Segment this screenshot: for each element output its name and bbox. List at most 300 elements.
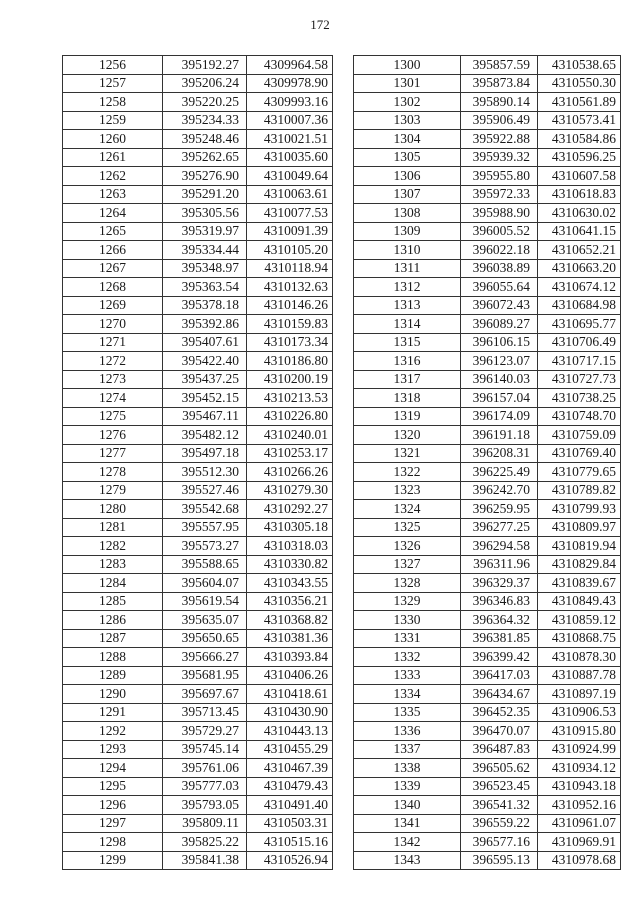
point-id-cell: 1275 bbox=[63, 407, 163, 426]
y-coordinate-cell: 4310063.61 bbox=[247, 185, 333, 204]
x-coordinate-cell: 395248.46 bbox=[163, 130, 247, 149]
table-row bbox=[354, 370, 621, 389]
table-row bbox=[354, 592, 621, 611]
point-id-cell: 1260 bbox=[63, 130, 163, 149]
table-row bbox=[63, 185, 333, 204]
table-row bbox=[63, 130, 333, 149]
point-id-cell: 1302 bbox=[354, 93, 461, 112]
point-id-cell: 1309 bbox=[354, 222, 461, 241]
y-coordinate-cell: 4310684.98 bbox=[538, 296, 621, 315]
point-id-cell: 1277 bbox=[63, 444, 163, 463]
coordinate-table-left-body bbox=[63, 56, 333, 870]
x-coordinate-cell: 395573.27 bbox=[163, 537, 247, 556]
y-coordinate-cell: 4310393.84 bbox=[247, 648, 333, 667]
y-coordinate-cell: 4310021.51 bbox=[247, 130, 333, 149]
x-coordinate-cell: 396123.07 bbox=[461, 352, 538, 371]
table-row bbox=[63, 426, 333, 445]
x-coordinate-cell: 396242.70 bbox=[461, 481, 538, 500]
y-coordinate-cell: 4310934.12 bbox=[538, 759, 621, 778]
table-row bbox=[63, 648, 333, 667]
y-coordinate-cell: 4310292.27 bbox=[247, 500, 333, 519]
table-row bbox=[63, 278, 333, 297]
point-id-cell: 1338 bbox=[354, 759, 461, 778]
table-row bbox=[354, 56, 621, 75]
x-coordinate-cell: 396346.83 bbox=[461, 592, 538, 611]
point-id-cell: 1336 bbox=[354, 722, 461, 741]
point-id-cell: 1307 bbox=[354, 185, 461, 204]
y-coordinate-cell: 4310406.26 bbox=[247, 666, 333, 685]
x-coordinate-cell: 396364.32 bbox=[461, 611, 538, 630]
x-coordinate-cell: 395635.07 bbox=[163, 611, 247, 630]
table-row bbox=[354, 648, 621, 667]
table-row bbox=[63, 611, 333, 630]
y-coordinate-cell: 4310915.80 bbox=[538, 722, 621, 741]
x-coordinate-cell: 395729.27 bbox=[163, 722, 247, 741]
point-id-cell: 1295 bbox=[63, 777, 163, 796]
x-coordinate-cell: 395527.46 bbox=[163, 481, 247, 500]
point-id-cell: 1327 bbox=[354, 555, 461, 574]
point-id-cell: 1298 bbox=[63, 833, 163, 852]
x-coordinate-cell: 395681.95 bbox=[163, 666, 247, 685]
coordinate-table-right-body bbox=[354, 56, 621, 870]
point-id-cell: 1267 bbox=[63, 259, 163, 278]
y-coordinate-cell: 4310748.70 bbox=[538, 407, 621, 426]
coordinate-table-right bbox=[353, 55, 621, 870]
x-coordinate-cell: 395422.40 bbox=[163, 352, 247, 371]
x-coordinate-cell: 395319.97 bbox=[163, 222, 247, 241]
y-coordinate-cell: 4310550.30 bbox=[538, 74, 621, 93]
y-coordinate-cell: 4310897.19 bbox=[538, 685, 621, 704]
point-id-cell: 1283 bbox=[63, 555, 163, 574]
y-coordinate-cell: 4310809.97 bbox=[538, 518, 621, 537]
point-id-cell: 1259 bbox=[63, 111, 163, 130]
x-coordinate-cell: 395906.49 bbox=[461, 111, 538, 130]
point-id-cell: 1326 bbox=[354, 537, 461, 556]
x-coordinate-cell: 395206.24 bbox=[163, 74, 247, 93]
table-row bbox=[354, 629, 621, 648]
table-row bbox=[354, 537, 621, 556]
point-id-cell: 1276 bbox=[63, 426, 163, 445]
x-coordinate-cell: 396005.52 bbox=[461, 222, 538, 241]
table-row bbox=[63, 370, 333, 389]
y-coordinate-cell: 4310443.13 bbox=[247, 722, 333, 741]
x-coordinate-cell: 395467.11 bbox=[163, 407, 247, 426]
y-coordinate-cell: 4310859.12 bbox=[538, 611, 621, 630]
x-coordinate-cell: 396559.22 bbox=[461, 814, 538, 833]
table-row bbox=[63, 148, 333, 167]
point-id-cell: 1325 bbox=[354, 518, 461, 537]
table-row bbox=[63, 833, 333, 852]
x-coordinate-cell: 395334.44 bbox=[163, 241, 247, 260]
table-row bbox=[63, 93, 333, 112]
point-id-cell: 1342 bbox=[354, 833, 461, 852]
y-coordinate-cell: 4310305.18 bbox=[247, 518, 333, 537]
y-coordinate-cell: 4310738.25 bbox=[538, 389, 621, 408]
point-id-cell: 1292 bbox=[63, 722, 163, 741]
table-row bbox=[354, 204, 621, 223]
table-row bbox=[354, 241, 621, 260]
y-coordinate-cell: 4310146.26 bbox=[247, 296, 333, 315]
table-row bbox=[354, 611, 621, 630]
point-id-cell: 1312 bbox=[354, 278, 461, 297]
y-coordinate-cell: 4310491.40 bbox=[247, 796, 333, 815]
table-row bbox=[63, 241, 333, 260]
table-row bbox=[63, 74, 333, 93]
x-coordinate-cell: 396311.96 bbox=[461, 555, 538, 574]
point-id-cell: 1317 bbox=[354, 370, 461, 389]
point-id-cell: 1296 bbox=[63, 796, 163, 815]
x-coordinate-cell: 396452.35 bbox=[461, 703, 538, 722]
y-coordinate-cell: 4310503.31 bbox=[247, 814, 333, 833]
x-coordinate-cell: 395745.14 bbox=[163, 740, 247, 759]
point-id-cell: 1265 bbox=[63, 222, 163, 241]
point-id-cell: 1314 bbox=[354, 315, 461, 334]
y-coordinate-cell: 4310213.53 bbox=[247, 389, 333, 408]
point-id-cell: 1303 bbox=[354, 111, 461, 130]
point-id-cell: 1334 bbox=[354, 685, 461, 704]
y-coordinate-cell: 4310584.86 bbox=[538, 130, 621, 149]
table-row bbox=[63, 592, 333, 611]
y-coordinate-cell: 4310538.65 bbox=[538, 56, 621, 75]
point-id-cell: 1299 bbox=[63, 851, 163, 870]
table-row bbox=[63, 444, 333, 463]
point-id-cell: 1341 bbox=[354, 814, 461, 833]
y-coordinate-cell: 4310186.80 bbox=[247, 352, 333, 371]
y-coordinate-cell: 4310343.55 bbox=[247, 574, 333, 593]
x-coordinate-cell: 395697.67 bbox=[163, 685, 247, 704]
x-coordinate-cell: 395482.12 bbox=[163, 426, 247, 445]
y-coordinate-cell: 4310173.34 bbox=[247, 333, 333, 352]
y-coordinate-cell: 4310381.36 bbox=[247, 629, 333, 648]
point-id-cell: 1284 bbox=[63, 574, 163, 593]
y-coordinate-cell: 4310799.93 bbox=[538, 500, 621, 519]
x-coordinate-cell: 396038.89 bbox=[461, 259, 538, 278]
table-row bbox=[354, 352, 621, 371]
x-coordinate-cell: 395588.65 bbox=[163, 555, 247, 574]
point-id-cell: 1339 bbox=[354, 777, 461, 796]
x-coordinate-cell: 395988.90 bbox=[461, 204, 538, 223]
table-row bbox=[63, 167, 333, 186]
table-row bbox=[354, 315, 621, 334]
table-row bbox=[63, 537, 333, 556]
table-row bbox=[354, 426, 621, 445]
y-coordinate-cell: 4310943.18 bbox=[538, 777, 621, 796]
y-coordinate-cell: 4310924.99 bbox=[538, 740, 621, 759]
table-row bbox=[63, 629, 333, 648]
y-coordinate-cell: 4310727.73 bbox=[538, 370, 621, 389]
table-row bbox=[354, 222, 621, 241]
x-coordinate-cell: 395857.59 bbox=[461, 56, 538, 75]
y-coordinate-cell: 4310652.21 bbox=[538, 241, 621, 260]
x-coordinate-cell: 395305.56 bbox=[163, 204, 247, 223]
table-row bbox=[63, 481, 333, 500]
table-row bbox=[63, 555, 333, 574]
y-coordinate-cell: 4310430.90 bbox=[247, 703, 333, 722]
x-coordinate-cell: 396140.03 bbox=[461, 370, 538, 389]
y-coordinate-cell: 4310418.61 bbox=[247, 685, 333, 704]
point-id-cell: 1274 bbox=[63, 389, 163, 408]
table-row bbox=[63, 777, 333, 796]
point-id-cell: 1332 bbox=[354, 648, 461, 667]
point-id-cell: 1322 bbox=[354, 463, 461, 482]
y-coordinate-cell: 4310159.83 bbox=[247, 315, 333, 334]
x-coordinate-cell: 395291.20 bbox=[163, 185, 247, 204]
point-id-cell: 1315 bbox=[354, 333, 461, 352]
table-row bbox=[63, 204, 333, 223]
point-id-cell: 1340 bbox=[354, 796, 461, 815]
table-row bbox=[354, 777, 621, 796]
table-row bbox=[354, 833, 621, 852]
coordinate-table-left bbox=[62, 55, 333, 870]
point-id-cell: 1290 bbox=[63, 685, 163, 704]
y-coordinate-cell: 4310132.63 bbox=[247, 278, 333, 297]
y-coordinate-cell: 4310663.20 bbox=[538, 259, 621, 278]
y-coordinate-cell: 4310467.39 bbox=[247, 759, 333, 778]
y-coordinate-cell: 4310455.29 bbox=[247, 740, 333, 759]
table-row bbox=[63, 740, 333, 759]
point-id-cell: 1328 bbox=[354, 574, 461, 593]
point-id-cell: 1287 bbox=[63, 629, 163, 648]
x-coordinate-cell: 395452.15 bbox=[163, 389, 247, 408]
table-row bbox=[354, 333, 621, 352]
x-coordinate-cell: 395619.54 bbox=[163, 592, 247, 611]
x-coordinate-cell: 396157.04 bbox=[461, 389, 538, 408]
y-coordinate-cell: 4310035.60 bbox=[247, 148, 333, 167]
table-row bbox=[354, 703, 621, 722]
x-coordinate-cell: 395890.14 bbox=[461, 93, 538, 112]
table-row bbox=[354, 444, 621, 463]
point-id-cell: 1289 bbox=[63, 666, 163, 685]
x-coordinate-cell: 395841.38 bbox=[163, 851, 247, 870]
point-id-cell: 1256 bbox=[63, 56, 163, 75]
x-coordinate-cell: 396174.09 bbox=[461, 407, 538, 426]
y-coordinate-cell: 4310007.36 bbox=[247, 111, 333, 130]
x-coordinate-cell: 395713.45 bbox=[163, 703, 247, 722]
x-coordinate-cell: 395922.88 bbox=[461, 130, 538, 149]
y-coordinate-cell: 4310839.67 bbox=[538, 574, 621, 593]
y-coordinate-cell: 4310356.21 bbox=[247, 592, 333, 611]
table-row bbox=[354, 259, 621, 278]
table-row bbox=[354, 685, 621, 704]
page-number: 172 bbox=[310, 17, 330, 32]
x-coordinate-cell: 396381.85 bbox=[461, 629, 538, 648]
point-id-cell: 1280 bbox=[63, 500, 163, 519]
point-id-cell: 1310 bbox=[354, 241, 461, 260]
x-coordinate-cell: 395650.65 bbox=[163, 629, 247, 648]
y-coordinate-cell: 4310266.26 bbox=[247, 463, 333, 482]
table-row bbox=[354, 185, 621, 204]
point-id-cell: 1273 bbox=[63, 370, 163, 389]
point-id-cell: 1301 bbox=[354, 74, 461, 93]
point-id-cell: 1318 bbox=[354, 389, 461, 408]
y-coordinate-cell: 4310829.84 bbox=[538, 555, 621, 574]
x-coordinate-cell: 396505.62 bbox=[461, 759, 538, 778]
x-coordinate-cell: 396329.37 bbox=[461, 574, 538, 593]
y-coordinate-cell: 4310279.30 bbox=[247, 481, 333, 500]
y-coordinate-cell: 4310887.78 bbox=[538, 666, 621, 685]
point-id-cell: 1294 bbox=[63, 759, 163, 778]
x-coordinate-cell: 395234.33 bbox=[163, 111, 247, 130]
y-coordinate-cell: 4310868.75 bbox=[538, 629, 621, 648]
point-id-cell: 1306 bbox=[354, 167, 461, 186]
point-id-cell: 1316 bbox=[354, 352, 461, 371]
x-coordinate-cell: 396208.31 bbox=[461, 444, 538, 463]
table-row bbox=[354, 481, 621, 500]
y-coordinate-cell: 4310226.80 bbox=[247, 407, 333, 426]
table-row bbox=[354, 130, 621, 149]
table-row bbox=[63, 796, 333, 815]
x-coordinate-cell: 395437.25 bbox=[163, 370, 247, 389]
table-row bbox=[63, 703, 333, 722]
point-id-cell: 1313 bbox=[354, 296, 461, 315]
table-row bbox=[354, 148, 621, 167]
table-row bbox=[63, 315, 333, 334]
y-coordinate-cell: 4310573.41 bbox=[538, 111, 621, 130]
x-coordinate-cell: 396595.13 bbox=[461, 851, 538, 870]
point-id-cell: 1288 bbox=[63, 648, 163, 667]
y-coordinate-cell: 4310515.16 bbox=[247, 833, 333, 852]
x-coordinate-cell: 395497.18 bbox=[163, 444, 247, 463]
table-row bbox=[63, 333, 333, 352]
y-coordinate-cell: 4310561.89 bbox=[538, 93, 621, 112]
y-coordinate-cell: 4310769.40 bbox=[538, 444, 621, 463]
y-coordinate-cell: 4310607.58 bbox=[538, 167, 621, 186]
x-coordinate-cell: 396022.18 bbox=[461, 241, 538, 260]
x-coordinate-cell: 395363.54 bbox=[163, 278, 247, 297]
x-coordinate-cell: 395542.68 bbox=[163, 500, 247, 519]
table-row bbox=[63, 666, 333, 685]
x-coordinate-cell: 395972.33 bbox=[461, 185, 538, 204]
x-coordinate-cell: 395192.27 bbox=[163, 56, 247, 75]
x-coordinate-cell: 396523.45 bbox=[461, 777, 538, 796]
point-id-cell: 1282 bbox=[63, 537, 163, 556]
x-coordinate-cell: 396089.27 bbox=[461, 315, 538, 334]
y-coordinate-cell: 4310674.12 bbox=[538, 278, 621, 297]
y-coordinate-cell: 4310878.30 bbox=[538, 648, 621, 667]
x-coordinate-cell: 395793.05 bbox=[163, 796, 247, 815]
table-row bbox=[63, 407, 333, 426]
x-coordinate-cell: 396106.15 bbox=[461, 333, 538, 352]
point-id-cell: 1291 bbox=[63, 703, 163, 722]
table-row bbox=[354, 722, 621, 741]
x-coordinate-cell: 395825.22 bbox=[163, 833, 247, 852]
table-row bbox=[354, 389, 621, 408]
table-row bbox=[354, 463, 621, 482]
y-coordinate-cell: 4310479.43 bbox=[247, 777, 333, 796]
point-id-cell: 1335 bbox=[354, 703, 461, 722]
point-id-cell: 1329 bbox=[354, 592, 461, 611]
y-coordinate-cell: 4310105.20 bbox=[247, 241, 333, 260]
y-coordinate-cell: 4310969.91 bbox=[538, 833, 621, 852]
point-id-cell: 1305 bbox=[354, 148, 461, 167]
x-coordinate-cell: 396541.32 bbox=[461, 796, 538, 815]
x-coordinate-cell: 395407.61 bbox=[163, 333, 247, 352]
table-row bbox=[63, 722, 333, 741]
table-row bbox=[63, 222, 333, 241]
y-coordinate-cell: 4310779.65 bbox=[538, 463, 621, 482]
x-coordinate-cell: 395220.25 bbox=[163, 93, 247, 112]
y-coordinate-cell: 4310049.64 bbox=[247, 167, 333, 186]
point-id-cell: 1323 bbox=[354, 481, 461, 500]
table-row bbox=[354, 555, 621, 574]
y-coordinate-cell: 4310330.82 bbox=[247, 555, 333, 574]
x-coordinate-cell: 395955.80 bbox=[461, 167, 538, 186]
y-coordinate-cell: 4310978.68 bbox=[538, 851, 621, 870]
table-row bbox=[354, 500, 621, 519]
x-coordinate-cell: 395557.95 bbox=[163, 518, 247, 537]
y-coordinate-cell: 4309978.90 bbox=[247, 74, 333, 93]
table-row bbox=[63, 759, 333, 778]
x-coordinate-cell: 396417.03 bbox=[461, 666, 538, 685]
point-id-cell: 1330 bbox=[354, 611, 461, 630]
x-coordinate-cell: 395276.90 bbox=[163, 167, 247, 186]
point-id-cell: 1271 bbox=[63, 333, 163, 352]
point-id-cell: 1286 bbox=[63, 611, 163, 630]
point-id-cell: 1343 bbox=[354, 851, 461, 870]
point-id-cell: 1300 bbox=[354, 56, 461, 75]
x-coordinate-cell: 395262.65 bbox=[163, 148, 247, 167]
y-coordinate-cell: 4309964.58 bbox=[247, 56, 333, 75]
x-coordinate-cell: 395604.07 bbox=[163, 574, 247, 593]
point-id-cell: 1269 bbox=[63, 296, 163, 315]
table-row bbox=[354, 296, 621, 315]
table-row bbox=[354, 111, 621, 130]
y-coordinate-cell: 4310759.09 bbox=[538, 426, 621, 445]
point-id-cell: 1278 bbox=[63, 463, 163, 482]
point-id-cell: 1258 bbox=[63, 93, 163, 112]
x-coordinate-cell: 395392.86 bbox=[163, 315, 247, 334]
point-id-cell: 1268 bbox=[63, 278, 163, 297]
x-coordinate-cell: 396072.43 bbox=[461, 296, 538, 315]
y-coordinate-cell: 4310706.49 bbox=[538, 333, 621, 352]
y-coordinate-cell: 4310253.17 bbox=[247, 444, 333, 463]
y-coordinate-cell: 4310789.82 bbox=[538, 481, 621, 500]
x-coordinate-cell: 396259.95 bbox=[461, 500, 538, 519]
table-row bbox=[354, 574, 621, 593]
x-coordinate-cell: 396191.18 bbox=[461, 426, 538, 445]
point-id-cell: 1337 bbox=[354, 740, 461, 759]
point-id-cell: 1281 bbox=[63, 518, 163, 537]
table-row bbox=[354, 666, 621, 685]
table-row bbox=[63, 389, 333, 408]
point-id-cell: 1320 bbox=[354, 426, 461, 445]
y-coordinate-cell: 4310630.02 bbox=[538, 204, 621, 223]
x-coordinate-cell: 395666.27 bbox=[163, 648, 247, 667]
x-coordinate-cell: 396399.42 bbox=[461, 648, 538, 667]
table-row bbox=[63, 296, 333, 315]
table-row bbox=[354, 74, 621, 93]
table-row bbox=[63, 814, 333, 833]
y-coordinate-cell: 4310368.82 bbox=[247, 611, 333, 630]
y-coordinate-cell: 4310695.77 bbox=[538, 315, 621, 334]
point-id-cell: 1297 bbox=[63, 814, 163, 833]
table-row bbox=[63, 500, 333, 519]
table-row bbox=[63, 463, 333, 482]
y-coordinate-cell: 4310318.03 bbox=[247, 537, 333, 556]
point-id-cell: 1324 bbox=[354, 500, 461, 519]
table-row bbox=[354, 740, 621, 759]
point-id-cell: 1263 bbox=[63, 185, 163, 204]
point-id-cell: 1270 bbox=[63, 315, 163, 334]
table-row bbox=[354, 759, 621, 778]
y-coordinate-cell: 4310240.01 bbox=[247, 426, 333, 445]
table-row bbox=[354, 796, 621, 815]
x-coordinate-cell: 396277.25 bbox=[461, 518, 538, 537]
table-row bbox=[354, 407, 621, 426]
y-coordinate-cell: 4310641.15 bbox=[538, 222, 621, 241]
x-coordinate-cell: 396487.83 bbox=[461, 740, 538, 759]
y-coordinate-cell: 4310906.53 bbox=[538, 703, 621, 722]
